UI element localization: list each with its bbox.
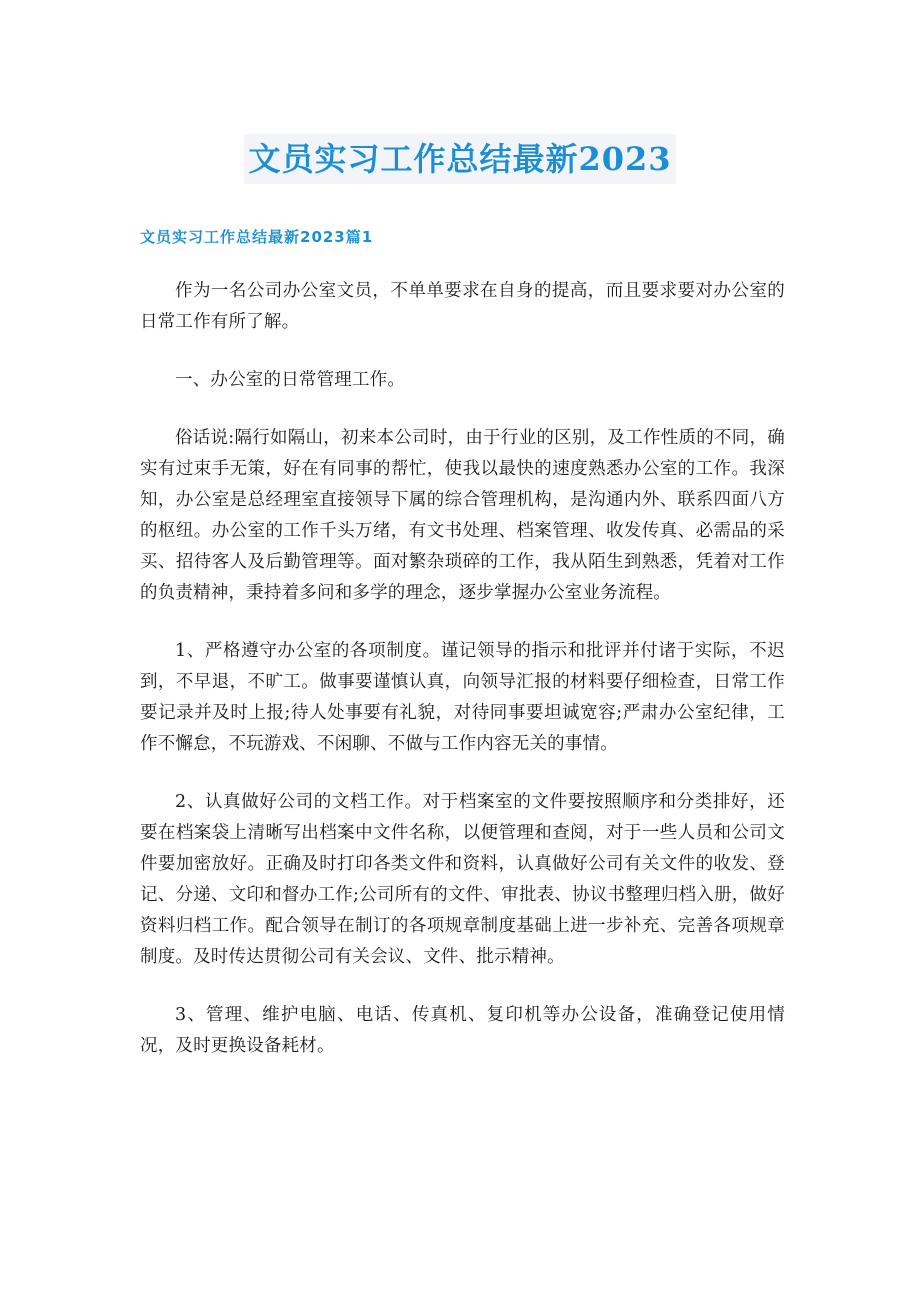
paragraph-daily-management: 俗话说:隔行如隔山，初来本公司时，由于行业的区别，及工作性质的不同，确实有过束手无策，好在有同事的帮忙，使我以最快的速度熟悉办公室的工作。我深知，办公室是总经理室直接领导下属的综合管理机构，是沟通内外、联系四面八方的枢纽。办公室的工作千头万绪，有文书处理、档案管理、收发传真、必需品的采买、招待客人及后勤管理等。面对繁杂琐碎的工作，我从陌生到熟悉，凭着对工作的负责精神，秉持着多问和多学的理念，逐步掌握办公室业务流程。 [140,428,785,603]
section-heading: 文员实习工作总结最新2023篇1 [140,228,374,246]
document-body [140,276,785,1089]
paragraph-item-2: 2、认真做好公司的文档工作。对于档案室的文件要按照顺序和分类排好，还要在档案袋上清晰写出档案中文件名称，以便管理和查阅，对于一些人员和公司文件要加密放好。正确及时打印各类文件和资料，认真做好公司有关文件的收发、登记、分递、文印和督办工作;公司所有的文件、审批表、协议书整理归档入册，做好资料归档工作。配合领导在制订的各项规章制度基础上进一步补充、完善各项规章制度。及时传达贯彻公司有关会议、文件、批示精神。 [140,792,785,967]
paragraph-item-1: 1、严格遵守办公室的各项制度。谨记领导的指示和批评并付诸于实际，不迟到，不早退，不旷工。做事要谨慎认真，向领导汇报的材料要仔细检查，日常工作要记录并及时上报;待人处事要有礼貌，对待同事要坦诚宽容;严肃办公室纪律，工作不懈怠，不玩游戏、不闲聊、不做与工作内容无关的事情。 [140,641,785,754]
paragraph-section-one: 一、办公室的日常管理工作。 [175,370,406,390]
document-title: 文员实习工作总结最新2023 [244,134,675,184]
paragraph-item-3: 3、管理、维护电脑、电话、传真机、复印机等办公设备，准确登记使用情况，及时更换设备耗材。 [140,1005,785,1056]
paragraph-intro: 作为一名公司办公室文员，不单单要求在自身的提高，而且要求要对办公室的日常工作有所了解。 [140,281,785,332]
title-container [0,134,920,184]
